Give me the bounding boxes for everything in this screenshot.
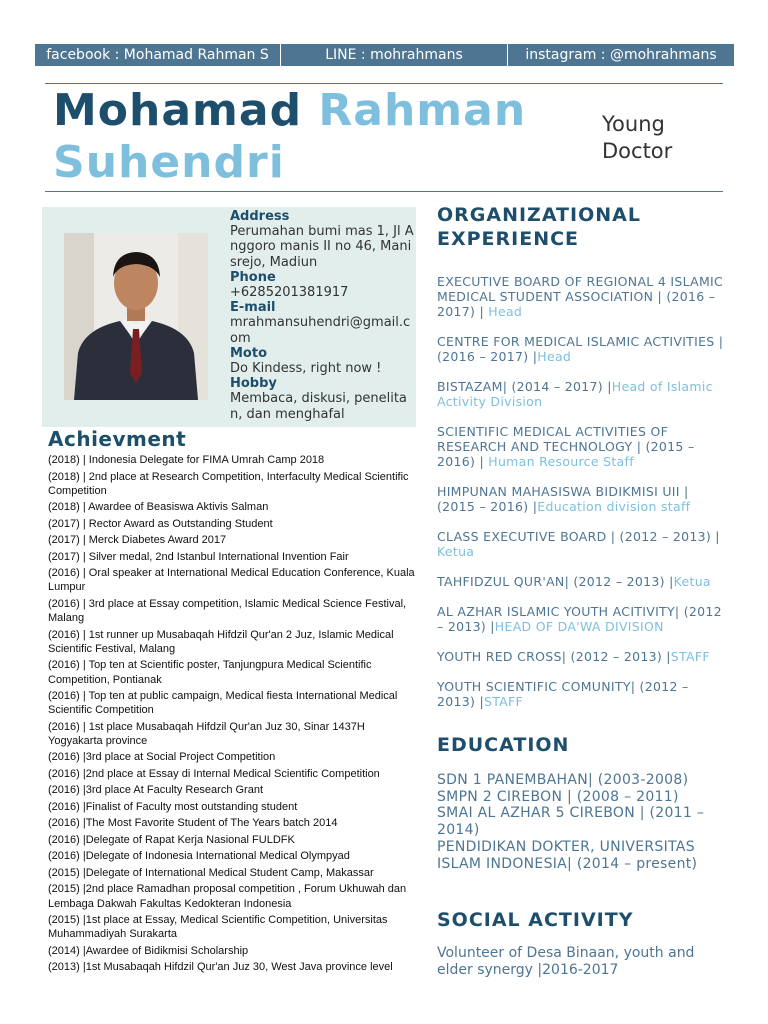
education-item: SDN 1 PANEMBAHAN| (2003-2008) xyxy=(437,772,689,788)
achievement-item: (2015) |1st place at Essay, Medical Scientific Competition, Universitas Muhammadiyah Surakarta xyxy=(48,914,388,941)
achievement-item: (2016) | Top ten at public campaign, Medical fiesta International Medical Scientific Competition xyxy=(48,690,398,717)
org-item xyxy=(437,379,729,409)
achievement-item: (2016) | Oral speaker at International Medical Education Conference, Kuala Lumpur xyxy=(48,567,415,594)
achievement-item: (2018) | Awardee of Beasiswa Aktivis Salman xyxy=(48,501,269,514)
org-item xyxy=(437,604,729,634)
education-item: SMAI AL AZHAR 5 CIREBON | (2011 – 2014) xyxy=(437,805,705,839)
org-item-role: Head xyxy=(488,304,523,319)
right-column xyxy=(437,203,729,979)
achievement-item: (2016) |The Most Favorite Student of The Years batch 2014 xyxy=(48,817,338,830)
hobby-value: Membaca, diskusi, penelitan, dan menghafal xyxy=(230,391,407,422)
org-item xyxy=(437,574,729,589)
achievement-item: (2016) |3rd place At Faculty Research Grant xyxy=(48,784,264,797)
organizational-list xyxy=(437,274,729,709)
org-item xyxy=(437,334,729,364)
education-item: SMPN 2 CIREBON | (2008 – 2011) xyxy=(437,788,679,805)
address-label: Address xyxy=(230,209,290,224)
phone-label: Phone xyxy=(230,269,276,285)
name-first: Mohamad xyxy=(53,85,303,136)
education-item: PENDIDIKAN DOKTER, UNIVERSITAS ISLAM INDONESIA| (2014 – present) xyxy=(437,838,698,872)
profile-photo xyxy=(64,233,208,400)
achievement-item: (2017) | Merck Diabetes Award 2017 xyxy=(48,534,227,547)
achievement-item: (2016) |Finalist of Faculty most outstanding student xyxy=(48,800,298,813)
person-portrait-icon xyxy=(64,233,208,400)
line-contact: LINE : mohrahmans xyxy=(281,44,508,66)
org-item-role: HEAD OF DA'WA DIVISION xyxy=(494,619,664,634)
achievement-item: (2018) | 2nd place at Research Competition, Interfaculty Medical Scientific Competition xyxy=(48,470,409,497)
social-title: SOCIAL ACTIVITY xyxy=(437,909,634,932)
moto-value: Do Kindess, right now ! xyxy=(230,361,382,377)
achievement-item: (2015) |2nd place Ramadhan proposal competition , Forum Ukhuwah dan Lembaga Dakwah Fakultas Kedokteran Indonesia xyxy=(48,883,407,910)
org-item-role: STAFF xyxy=(670,649,710,664)
address-value: Perumahan bumi mas 1, Jl Anggoro manis II no 46, Manisrejo, Madiun xyxy=(230,224,414,270)
achievement-item: (2016) | 1st runner up Musabaqah Hifdzil Qur'an 2 Juz, Islamic Medical Scientific Festival, Malang xyxy=(48,628,394,655)
achievement-item: (2017) | Rector Award as Outstanding Student xyxy=(48,517,273,530)
tagline: Young Doctor xyxy=(602,112,673,163)
org-item-text: EXECUTIVE BOARD OF REGIONAL 4 ISLAMIC MEDICAL STUDENT ASSOCIATION | (2016 – 2017) | xyxy=(437,274,724,319)
achievement-item: (2016) | 3rd place at Essay competition, Islamic Medical Science Festival, Malang xyxy=(48,597,407,625)
organizational-title: ORGANIZATIONAL EXPERIENCE xyxy=(437,204,641,250)
email-label: E-mail xyxy=(230,300,276,316)
header-top-rule xyxy=(45,83,723,84)
org-item-text: AL AZHAR ISLAMIC YOUTH ACITIVITY| (2012 – 2013) | xyxy=(437,604,722,634)
achievement-item: (2013) |1st Musabaqah Hifdzil Qur'an Juz 30, West Java province level xyxy=(48,961,393,974)
org-item-role: Head of Islamic Activity Division xyxy=(437,379,713,409)
achievement-item: (2016) |2nd place at Essay di Internal Medical Scientific Competition xyxy=(48,767,380,780)
achievements-list xyxy=(48,453,420,977)
achievement-item: (2015) |Delegate of International Medical Student Camp, Makassar xyxy=(48,866,374,879)
header-bottom-rule xyxy=(45,191,723,192)
education-title: EDUCATION xyxy=(437,734,570,756)
org-item-role: Ketua xyxy=(673,574,711,589)
contact-bar xyxy=(35,44,734,66)
moto-label: Moto xyxy=(230,345,268,361)
personal-info xyxy=(230,209,414,422)
org-item-text: SCIENTIFIC MEDICAL ACTIVITIES OF RESEARCH AND TECHNOLOGY | (2015 – 2016) | xyxy=(437,424,695,469)
email-value: mrahmansuhendri@gmail.com xyxy=(230,315,411,346)
org-item xyxy=(437,679,729,709)
org-item xyxy=(437,424,729,469)
org-item-text: HIMPUNAN MAHASISWA BIDIKMISI UII | (2015 – 2016) | xyxy=(437,484,689,514)
achievement-item: (2016) |Delegate of Rapat Kerja Nasional FULDFK xyxy=(48,833,295,846)
achievement-item: (2016) |3rd place at Social Project Competition xyxy=(48,751,276,764)
instagram-contact: instagram : @mohrahmans xyxy=(508,44,734,66)
achievement-item: (2016) | Top ten at Scientific poster, Tanjungpura Medical Scientific Competition, Pontianak xyxy=(48,659,372,686)
org-item-role: STAFF xyxy=(483,694,524,709)
name-middle: Rahman xyxy=(318,85,527,136)
org-item-role: Ketua xyxy=(437,544,475,559)
education-list xyxy=(437,772,729,872)
org-item-role: Education division staff xyxy=(537,499,691,514)
org-item xyxy=(437,484,729,514)
achievement-item: (2014) |Awardee of Bidikmisi Scholarship xyxy=(48,944,249,957)
org-item-text: YOUTH RED CROSS| (2012 – 2013) | xyxy=(437,649,671,664)
achievement-item: (2016) |Delegate of Indonesia International Medical Olympyad xyxy=(48,850,350,863)
org-item-role: Human Resource Staff xyxy=(488,454,634,469)
phone-value: +6285201381917 xyxy=(230,285,349,301)
achievement-item: (2018) | Indonesia Delegate for FIMA Umrah Camp 2018 xyxy=(48,454,325,466)
achievement-item: (2016) | 1st place Musabaqah Hifdzil Qur'an Juz 30, Sinar 1437H Yogyakarta province xyxy=(48,720,365,747)
org-item xyxy=(437,529,729,559)
org-item xyxy=(437,649,729,664)
name-last: Suhendri xyxy=(53,137,285,188)
hobby-label: Hobby xyxy=(230,376,277,392)
social-activity-text: Volunteer of Desa Binaan, youth and elder synergy |2016-2017 xyxy=(437,945,695,979)
achievements-title: Achievment xyxy=(48,427,187,451)
org-item-text: BISTAZAM| (2014 – 2017) | xyxy=(437,379,612,394)
org-item-text: CLASS EXECUTIVE BOARD | (2012 – 2013) | xyxy=(437,529,720,544)
org-item-role: Head xyxy=(537,349,572,364)
org-item-text: TAHFIDZUL QUR'AN| (2012 – 2013) | xyxy=(437,574,674,589)
achievement-item: (2017) | Silver medal, 2nd Istanbul International Invention Fair xyxy=(48,550,349,563)
full-name xyxy=(53,85,573,189)
facebook-contact: facebook : Mohamad Rahman S xyxy=(35,44,281,66)
org-item-text: CENTRE FOR MEDICAL ISLAMIC ACTIVITIES | (2016 – 2017) | xyxy=(437,334,724,364)
org-item-text: YOUTH SCIENTIFIC COMUNITY| (2012 – 2013) | xyxy=(437,679,689,709)
org-item xyxy=(437,274,729,319)
